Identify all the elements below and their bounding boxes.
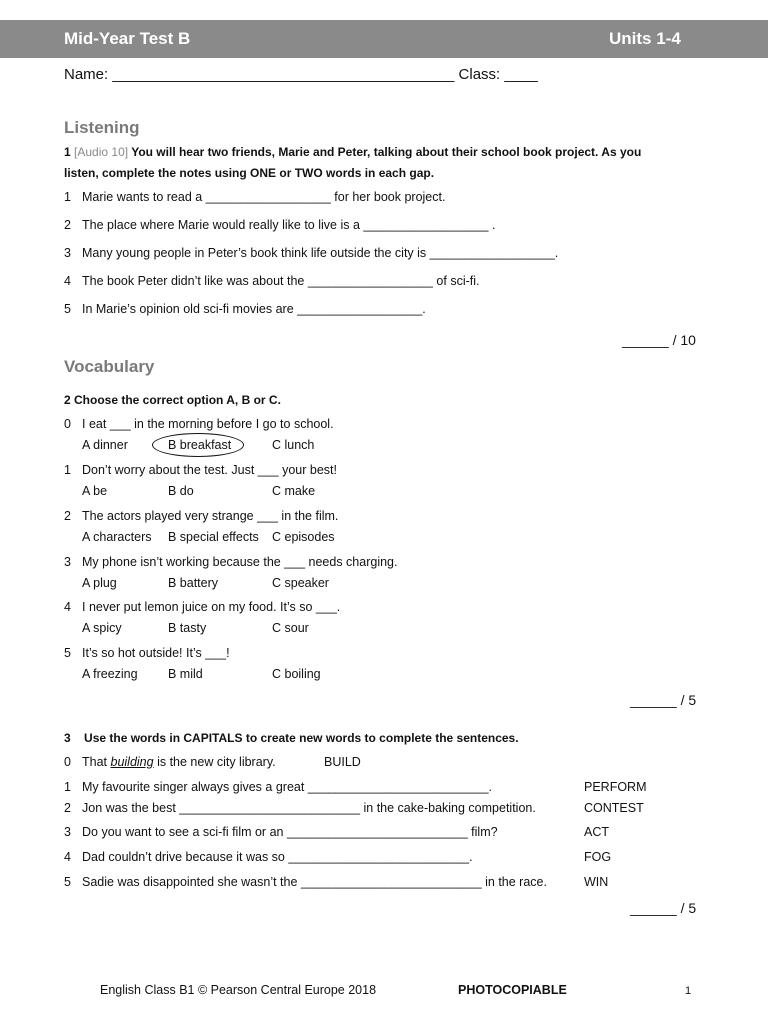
item-number: 2 <box>64 801 71 815</box>
instruction-line-1: You will hear two friends, Marie and Peter, talking about their school book project. As you <box>131 145 642 159</box>
word-formation-item <box>64 875 547 889</box>
listening-instruction <box>64 142 641 184</box>
word-formation-item <box>64 801 536 815</box>
listening-heading: Listening <box>64 118 140 137</box>
word-formation-item <box>64 825 498 839</box>
option-a: A dinner <box>82 438 128 452</box>
item-number: 3 <box>64 246 71 260</box>
item-number: 1 <box>64 780 71 794</box>
item-number: 3 <box>64 555 71 569</box>
units-label: Units 1-4 <box>609 29 681 48</box>
word-formation-instruction <box>64 728 519 749</box>
capital-word: WIN <box>584 875 609 889</box>
example-pre: That <box>82 755 111 769</box>
vocabulary-instruction: 2 Choose the correct option A, B or C. <box>64 393 281 407</box>
word-formation-example <box>64 755 276 769</box>
item-text: Don’t worry about the test. Just ___ your best! <box>82 463 337 477</box>
item-number: 0 <box>64 417 71 431</box>
item-number: 1 <box>64 190 71 204</box>
option-b: B special effects <box>168 530 259 544</box>
footer-photocopiable: PHOTOCOPIABLE <box>458 983 567 997</box>
vocabulary-heading: Vocabulary <box>64 357 155 376</box>
capital-word: FOG <box>584 850 612 864</box>
capital-word: CONTEST <box>584 801 644 815</box>
item-text: In Marie’s opinion old sci-fi movies are __________________. <box>82 302 426 316</box>
test-title: Mid-Year Test B <box>64 29 191 48</box>
item-text: The book Peter didn’t like was about the __________________ of sci-fi. <box>82 274 480 288</box>
vocabulary-item <box>64 417 334 431</box>
item-text: Many young people in Peter’s book think life outside the city is __________________. <box>82 246 559 260</box>
option-a: A characters <box>82 530 152 544</box>
instruction-line-2: listen, complete the notes using ONE or TWO words in each gap. <box>64 166 435 180</box>
instruction-text: Use the words in CAPITALS to create new words to complete the sentences. <box>84 731 519 745</box>
option-b: B do <box>168 484 194 498</box>
item-number: 2 <box>64 218 71 232</box>
task-number: 3 <box>64 731 71 745</box>
word-formation-score: ______ / 5 <box>630 900 697 916</box>
option-a: A spicy <box>82 621 122 635</box>
item-number: 4 <box>64 600 71 614</box>
task-number: 1 <box>64 145 71 159</box>
listening-item <box>64 246 704 260</box>
option-c: C lunch <box>272 438 315 452</box>
capital-word: ACT <box>584 825 609 839</box>
option-a: A be <box>82 484 108 498</box>
example-answer: building <box>110 755 154 769</box>
item-number: 4 <box>64 274 71 288</box>
item-number: 3 <box>64 825 71 839</box>
option-b: B breakfast <box>168 438 232 452</box>
item-text: The actors played very strange ___ in the film. <box>82 509 339 523</box>
item-text: My phone isn’t working because the ___ needs charging. <box>82 555 398 569</box>
item-text: Do you want to see a sci-fi film or an __________________________ film? <box>82 825 498 839</box>
vocabulary-item <box>64 646 230 660</box>
page-number: 1 <box>685 985 692 997</box>
item-number: 1 <box>64 463 71 477</box>
listening-item <box>64 218 704 232</box>
option-a: A plug <box>82 576 117 590</box>
vocabulary-item <box>64 463 337 477</box>
item-text: I eat ___ in the morning before I go to school. <box>82 417 334 431</box>
option-c: C speaker <box>272 576 329 590</box>
item-number: 4 <box>64 850 71 864</box>
item-text: Jon was the best __________________________ in the cake-baking competition. <box>82 801 536 815</box>
word-formation-item <box>64 850 473 864</box>
option-c: C boiling <box>272 667 321 681</box>
item-text: It’s so hot outside! It’s ___! <box>82 646 230 660</box>
listening-score: ______ / 10 <box>622 332 696 348</box>
vocabulary-item <box>64 555 397 569</box>
item-number: 5 <box>64 646 71 660</box>
answer-circle <box>152 433 244 457</box>
vocabulary-item <box>64 509 338 523</box>
audio-label: [Audio 10] <box>74 145 129 159</box>
option-b: B mild <box>168 667 203 681</box>
option-b: B tasty <box>168 621 207 635</box>
listening-item <box>64 274 704 288</box>
item-text: My favourite singer always gives a great __________________________. <box>82 780 493 794</box>
item-text: Sadie was disappointed she wasn’t the __________________________ in the race. <box>82 875 547 889</box>
name-class-line: Name: _________________________________________ Class: ____ <box>64 66 538 83</box>
vocabulary-item <box>64 600 340 614</box>
listening-item <box>64 302 704 316</box>
listening-item <box>64 190 704 204</box>
item-text: The place where Marie would really like to live is a __________________ . <box>82 218 496 232</box>
item-number: 5 <box>64 875 71 889</box>
header-bar <box>0 20 768 58</box>
item-number: 5 <box>64 302 71 316</box>
item-text: I never put lemon juice on my food. It’s so ___. <box>82 600 341 614</box>
vocabulary-score: ______ / 5 <box>630 692 697 708</box>
item-text: Marie wants to read a __________________ for her book project. <box>82 190 446 204</box>
word-formation-item <box>64 780 492 794</box>
item-text: Dad couldn’t drive because it was so __________________________. <box>82 850 473 864</box>
example-post: is the new city library. <box>153 755 276 769</box>
option-c: C make <box>272 484 316 498</box>
item-number: 2 <box>64 509 71 523</box>
item-number: 0 <box>64 755 71 769</box>
option-b: B battery <box>168 576 219 590</box>
option-c: C sour <box>272 621 309 635</box>
footer-copyright: English Class B1 © Pearson Central Europe 2018 <box>100 983 377 997</box>
option-a: A freezing <box>82 667 138 681</box>
capital-word: BUILD <box>324 755 361 769</box>
capital-word: PERFORM <box>584 780 647 794</box>
option-c: C episodes <box>272 530 335 544</box>
